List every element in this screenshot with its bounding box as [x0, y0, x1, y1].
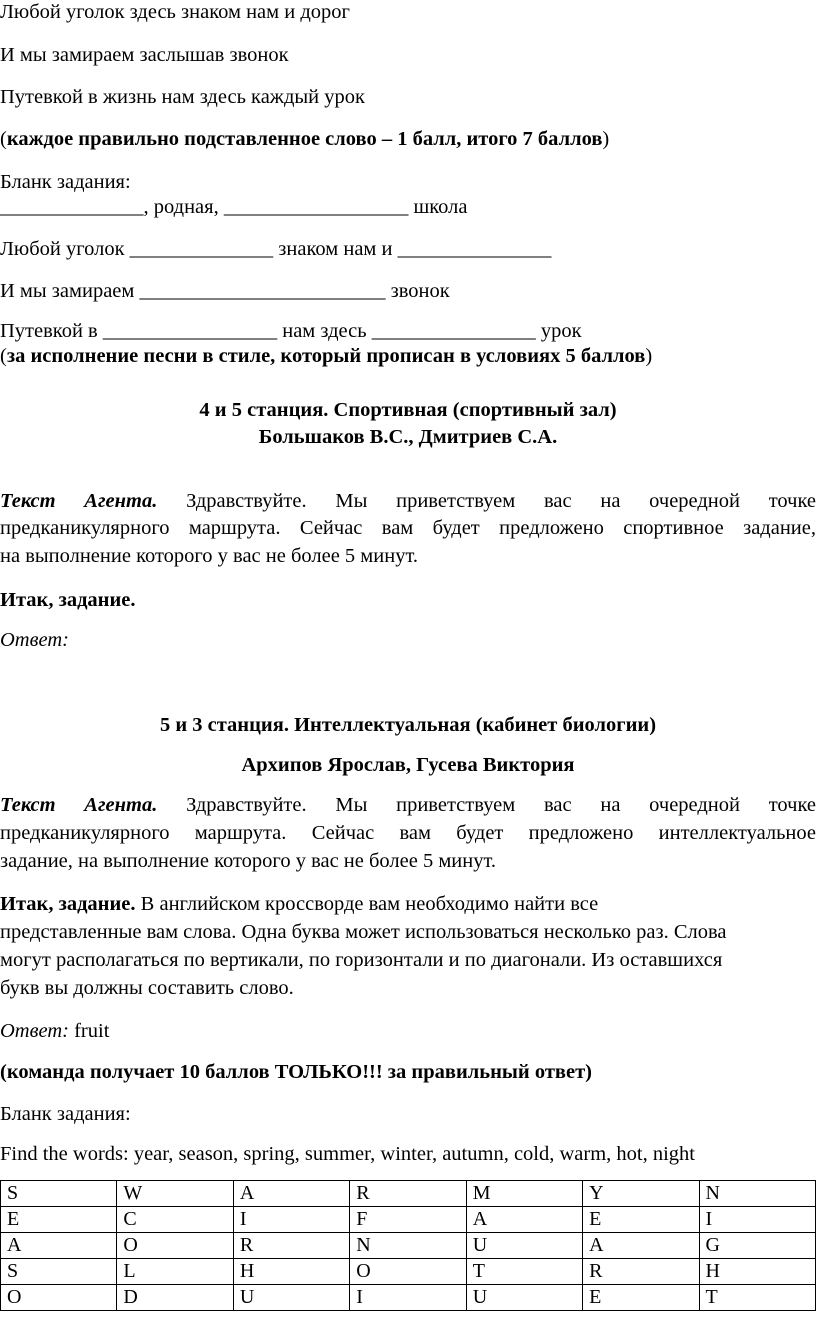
- grid-cell: I: [699, 1207, 815, 1233]
- intel-task-line-2: представленные вам слова. Одна буква может использоваться несколько раз. Слова: [0, 921, 727, 943]
- grid-cell: M: [466, 1181, 582, 1207]
- agent-text: Здравствуйте. Мы приветствуем вас на очередной точке: [186, 490, 816, 512]
- intel-agent-line-2: предканикулярного маршрута. Сейчас вам будет предложено интеллектуальное: [0, 822, 816, 844]
- scoring-note: [0, 129, 609, 150]
- song-scoring-text: за исполнение песни в стиле, который прописан в условиях 5 баллов: [6, 345, 646, 367]
- grid-cell: E: [583, 1285, 699, 1311]
- song-line-3: Путевкой в жизнь нам здесь каждый урок: [0, 86, 365, 108]
- fill-line-4: Путевкой в _________________ нам здесь ________________ урок: [0, 320, 582, 342]
- intel-blank-title: Бланк задания:: [0, 1103, 131, 1125]
- sport-task-label: Итак, задание.: [0, 589, 136, 611]
- answer-label: Ответ:: [0, 1020, 69, 1042]
- grid-row: [1, 1285, 816, 1311]
- task-label: Итак, задание.: [0, 893, 136, 915]
- grid-cell: F: [350, 1207, 466, 1233]
- intel-answer: [0, 1021, 109, 1042]
- grid-row: [1, 1259, 816, 1285]
- agent-label: Текст Агента.: [0, 490, 158, 512]
- fill-line-1: ______________, родная, __________________ школа: [0, 196, 468, 218]
- station-intel-heading: 5 и 3 станция. Интеллектуальная (кабинет биологии): [159, 714, 657, 736]
- blank-title: Бланк задания:: [0, 171, 131, 193]
- grid-cell: G: [699, 1233, 815, 1259]
- station-intel-authors: Архипов Ярослав, Гусева Виктория: [241, 754, 575, 776]
- station-sport-heading: 4 и 5 станция. Спортивная (спортивный зал): [199, 399, 617, 421]
- grid-cell: T: [466, 1259, 582, 1285]
- grid-cell: U: [466, 1233, 582, 1259]
- grid-cell: U: [233, 1285, 349, 1311]
- sport-answer-label: Ответ:: [0, 629, 69, 651]
- intel-task-line-4: букв вы должны составить слово.: [0, 977, 294, 999]
- grid-cell: D: [117, 1285, 233, 1311]
- fill-line-3: И мы замираем ________________________ звонок: [0, 280, 450, 302]
- song-scoring-note: [0, 346, 652, 367]
- intel-agent-line-3: задание, на выполнение которого у вас не более 5 минут.: [0, 850, 497, 872]
- paren-close: ): [602, 128, 610, 150]
- grid-cell: H: [699, 1259, 815, 1285]
- grid-cell: U: [466, 1285, 582, 1311]
- song-line-1: Любой уголок здесь знаком нам и дорог: [0, 1, 350, 23]
- grid-cell: A: [1, 1233, 117, 1259]
- grid-cell: N: [699, 1181, 815, 1207]
- grid-cell: E: [1, 1207, 117, 1233]
- grid-cell: R: [233, 1233, 349, 1259]
- grid-cell: T: [699, 1285, 815, 1311]
- grid-cell: S: [1, 1259, 117, 1285]
- grid-cell: I: [233, 1207, 349, 1233]
- grid-cell: A: [466, 1207, 582, 1233]
- intel-scoring: (команда получает 10 баллов ТОЛЬКО!!! за правильный ответ): [0, 1061, 592, 1083]
- sport-agent-line-2: предканикулярного маршрута. Сейчас вам будет предложено спортивное задание,: [0, 517, 816, 539]
- grid-cell: H: [233, 1259, 349, 1285]
- scoring-text: каждое правильно подставленное слово – 1 балл, итого 7 баллов: [6, 128, 603, 150]
- grid-row: [1, 1233, 816, 1259]
- grid-cell: L: [117, 1259, 233, 1285]
- grid-cell: Y: [583, 1181, 699, 1207]
- grid-cell: S: [1, 1181, 117, 1207]
- intel-task-line-3: могут располагаться по вертикали, по горизонтали и по диагонали. Из оставшихся: [0, 949, 723, 971]
- paren-open: (: [0, 345, 7, 367]
- grid-row: [1, 1181, 816, 1207]
- grid-cell: I: [350, 1285, 466, 1311]
- grid-row: [1, 1207, 816, 1233]
- grid-cell: N: [350, 1233, 466, 1259]
- find-words: Find the words: year, season, spring, summer, winter, autumn, cold, warm, hot, night: [0, 1143, 695, 1165]
- word-search-grid: [0, 1180, 816, 1311]
- sport-agent-line-1: [0, 491, 816, 512]
- grid-cell: A: [583, 1233, 699, 1259]
- station-sport-authors: Большаков В.С., Дмитриев С.А.: [258, 426, 558, 448]
- fill-line-2: Любой уголок ______________ знаком нам и _______________: [0, 238, 552, 260]
- grid-cell: C: [117, 1207, 233, 1233]
- grid-cell: W: [117, 1181, 233, 1207]
- grid-cell: O: [117, 1233, 233, 1259]
- agent-text: Здравствуйте. Мы приветствуем вас на очередной точке: [186, 794, 816, 816]
- agent-label: Текст Агента.: [0, 794, 158, 816]
- grid-cell: O: [350, 1259, 466, 1285]
- intel-task-line-1: [0, 894, 598, 915]
- grid-cell: O: [1, 1285, 117, 1311]
- intel-agent-line-1: [0, 795, 816, 816]
- paren-close: ): [645, 345, 653, 367]
- answer-value: fruit: [74, 1020, 110, 1042]
- grid-cell: E: [583, 1207, 699, 1233]
- grid-cell: R: [583, 1259, 699, 1285]
- song-line-2: И мы замираем заслышав звонок: [0, 44, 289, 66]
- paren-open: (: [0, 128, 7, 150]
- grid-cell: R: [350, 1181, 466, 1207]
- task-text: В английском кроссворде вам необходимо найти все: [140, 893, 599, 915]
- sport-agent-line-3: на выполнение которого у вас не более 5 минут.: [0, 545, 419, 567]
- grid-cell: A: [233, 1181, 349, 1207]
